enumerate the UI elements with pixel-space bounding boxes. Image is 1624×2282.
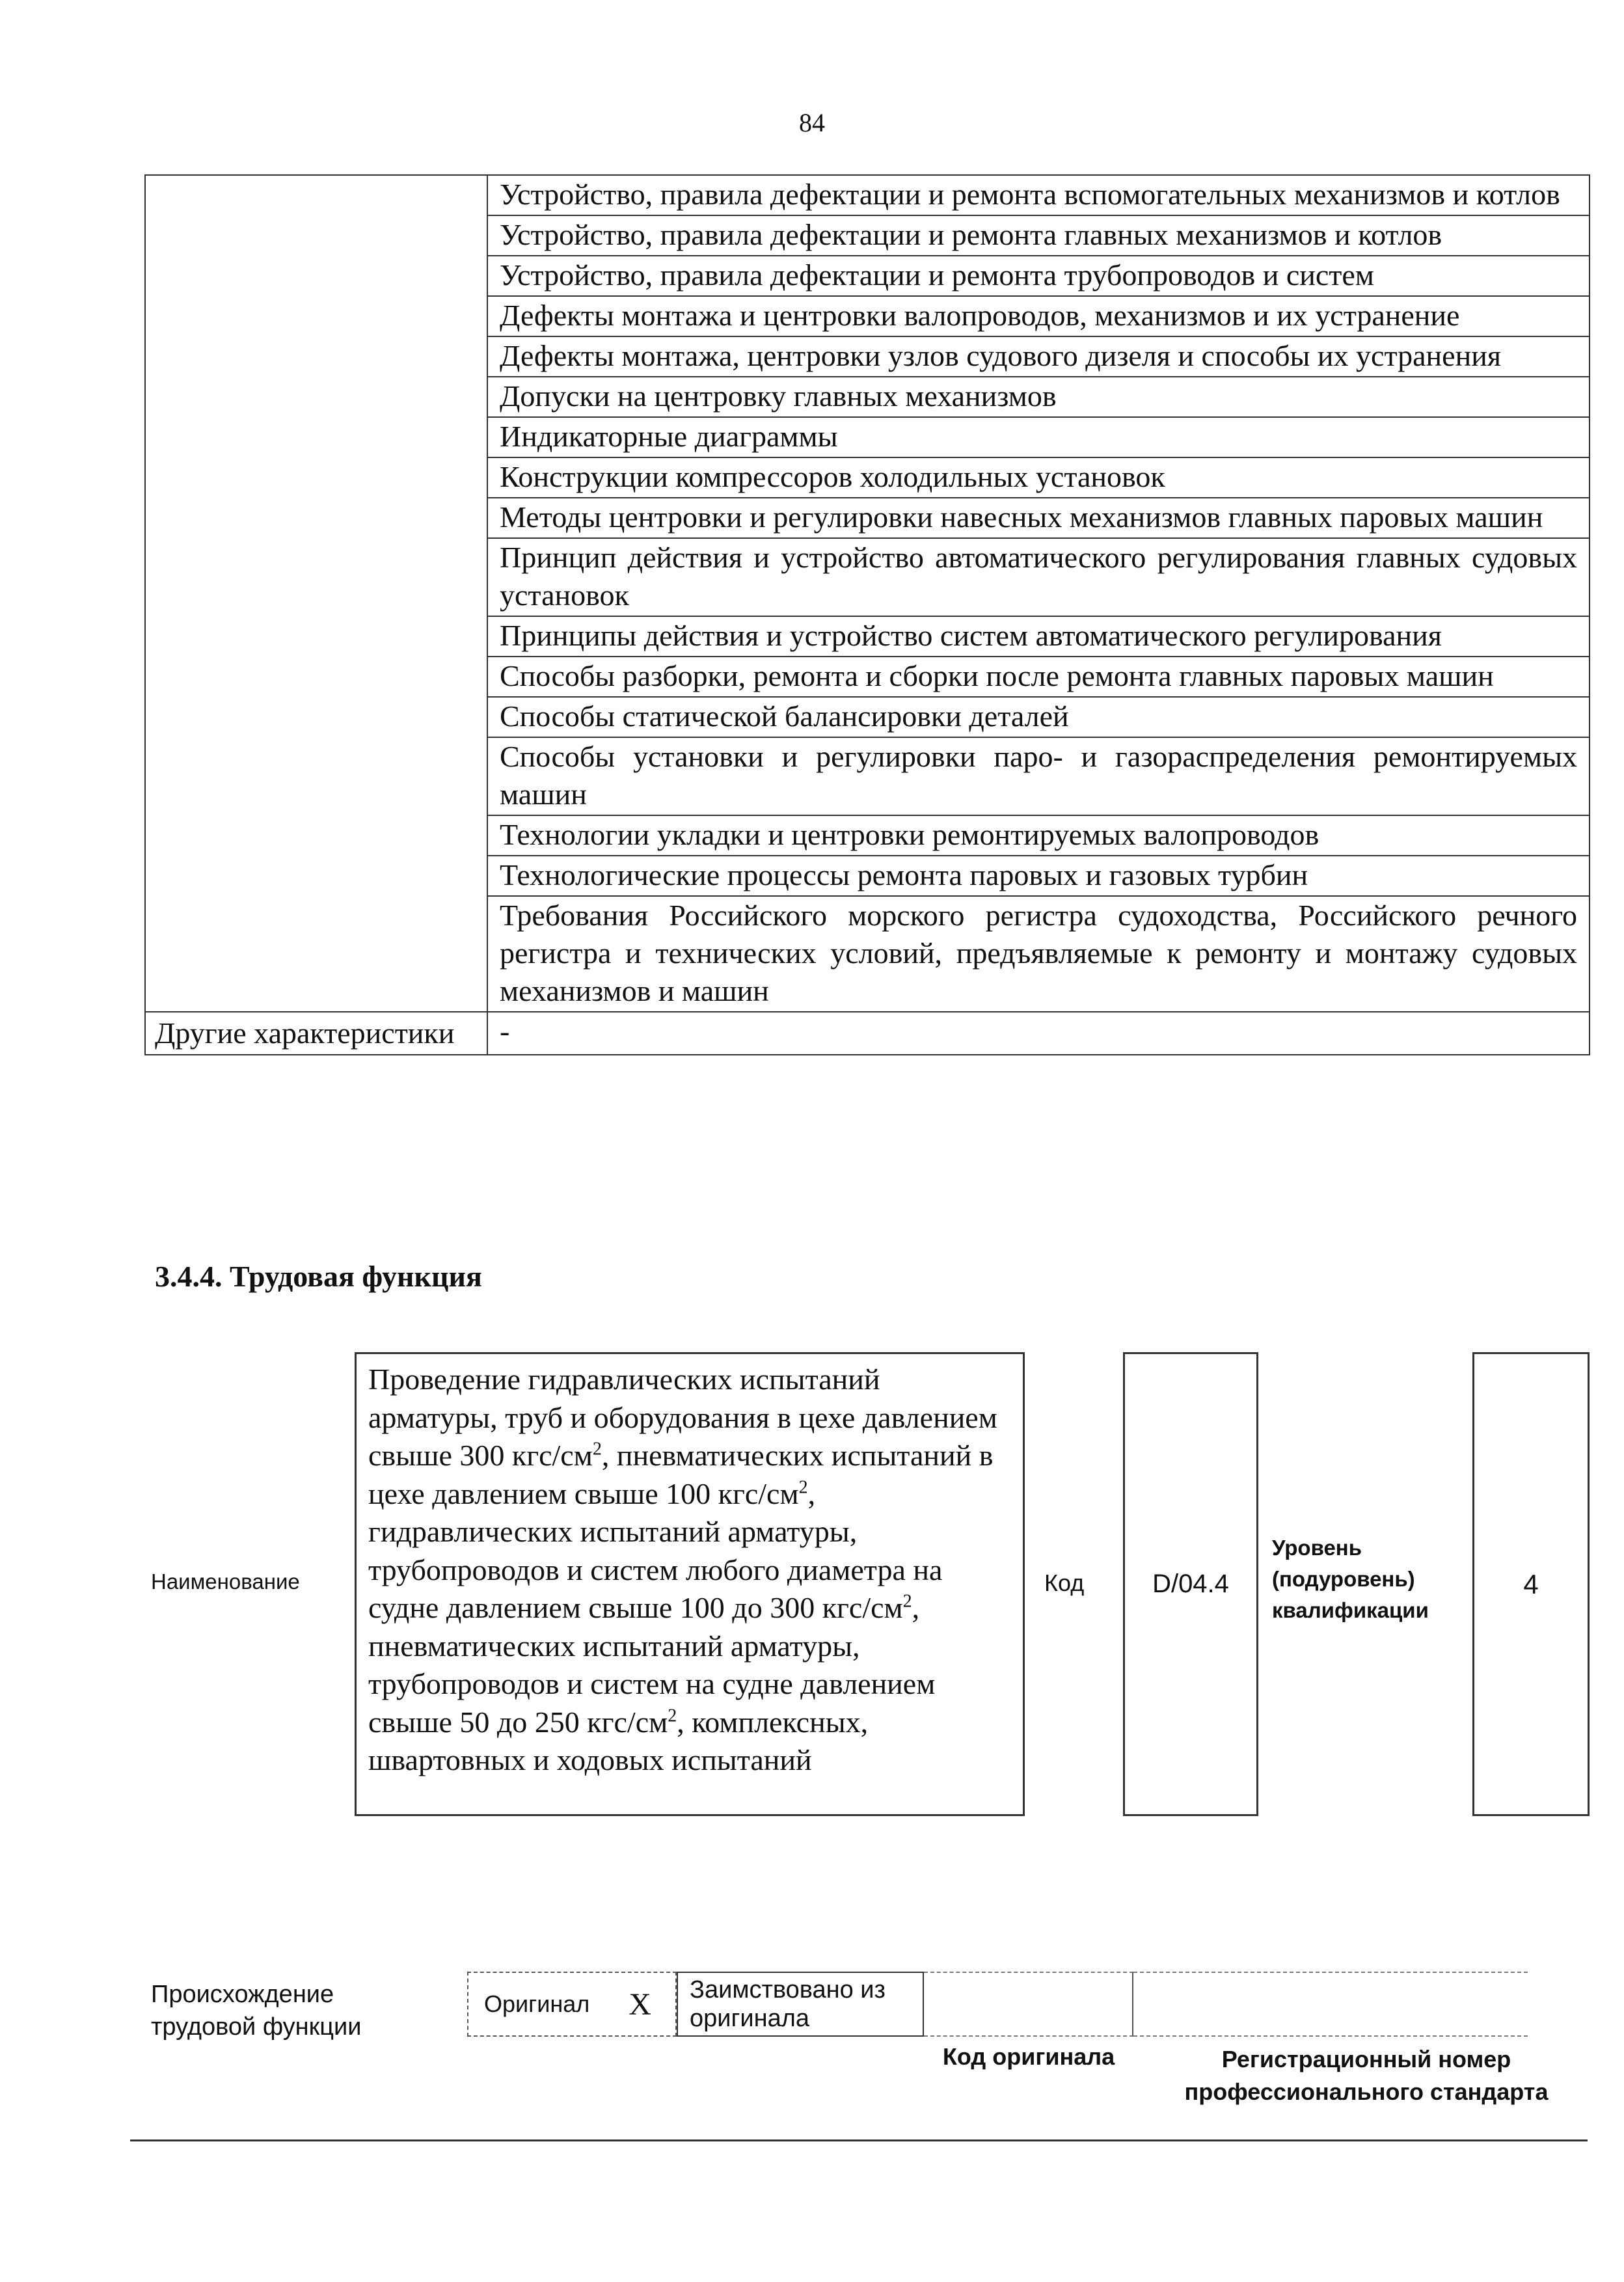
- other-characteristics-label: Другие характеристики: [145, 1012, 487, 1055]
- knowledge-item: Дефекты монтажа, центровки узлов судового дизеля и способы их устранения: [487, 336, 1590, 377]
- knowledge-item: Методы центровки и регулировки навесных механизмов главных паровых машин: [487, 498, 1590, 538]
- level-value-box: [1472, 1352, 1590, 1816]
- page-number: 84: [799, 108, 825, 137]
- knowledge-item: Конструкции компрессоров холодильных установок: [487, 457, 1590, 498]
- other-characteristics-row: [145, 1012, 1590, 1055]
- knowledge-item: Способы установки и регулировки паро- и газораспределения ремонтируемых машин: [487, 737, 1590, 815]
- superscript: 2: [592, 1439, 602, 1460]
- registration-label: Регистрационный номер профессионального стандарта: [1184, 2046, 1549, 2105]
- function-name-text: , пневматических испытаний арматуры, трубопроводов и систем на судне давлением свыше 50 до 250 кгс/см: [368, 1591, 936, 1739]
- registration-number-field: [1133, 1972, 1528, 2037]
- function-name-text: , пневматических испытаний в цехе давлением свыше 100 кгс/см: [368, 1439, 994, 1510]
- origin-borrowed-option: [677, 1972, 924, 2037]
- code-value-box: [1123, 1352, 1258, 1816]
- code-value: D/04.4: [1152, 1569, 1229, 1598]
- bottom-divider: [130, 2139, 1588, 2141]
- knowledge-item: Устройство, правила дефектации и ремонта трубопроводов и систем: [487, 256, 1590, 296]
- superscript: 2: [798, 1477, 808, 1498]
- knowledge-item: Допуски на центровку главных механизмов: [487, 377, 1590, 417]
- knowledge-item: Дефекты монтажа и центровки валопроводов, механизмов и их устранение: [487, 296, 1590, 336]
- knowledge-item: Принцип действия и устройство автоматического регулирования главных судовых установок: [487, 538, 1590, 616]
- original-option-label: Оригинал: [484, 1990, 590, 2017]
- section-heading: 3.4.4. Трудовая функция: [155, 1260, 482, 1293]
- other-characteristics-value: -: [487, 1012, 1590, 1055]
- original-mark: X: [629, 1987, 651, 2022]
- origin-original-option: [467, 1972, 677, 2037]
- knowledge-item: Индикаторные диаграммы: [487, 417, 1590, 457]
- knowledge-item: Устройство, правила дефектации и ремонта вспомогательных механизмов и котлов: [487, 175, 1590, 215]
- knowledge-table: [144, 174, 1590, 1055]
- original-code-field: [924, 1972, 1133, 2037]
- knowledge-item: Требования Российского морского регистра судоходства, Российского речного регистра и технических условий, предъявляемые к ремонту и монтажу судовых механизмов и машин: [487, 896, 1590, 1012]
- function-name-text: Проведение гидравлических испытаний арматуры, труб и оборудования в цехе давлением свыше 300 кгс/см: [368, 1363, 997, 1472]
- code-label: Код: [1044, 1569, 1085, 1596]
- name-label: Наименование: [151, 1569, 300, 1594]
- knowledge-item: Принципы действия и устройство систем автоматического регулирования: [487, 616, 1590, 657]
- knowledge-item: Способы статической балансировки деталей: [487, 697, 1590, 737]
- level-value: 4: [1523, 1568, 1539, 1599]
- function-name-text: , гидравлических испытаний арматуры, трубопроводов и систем любого диаметра на судне давлением свыше 100 до 300 кгс/см: [368, 1476, 943, 1624]
- level-label: Уровень (подуровень) квалификации: [1272, 1536, 1429, 1622]
- knowledge-label-cell: [145, 175, 487, 1012]
- function-name: [355, 1352, 1025, 1816]
- superscript: 2: [902, 1591, 912, 1612]
- superscript: 2: [668, 1705, 677, 1726]
- origin-label: Происхождение трудовой функции: [151, 1981, 362, 2041]
- borrowed-option-label: Заимствовано из оригинала: [690, 1976, 886, 2032]
- knowledge-item: Технологии укладки и центровки ремонтируемых валопроводов: [487, 815, 1590, 856]
- function-name-text: , комплексных, швартовных и ходовых испытаний: [368, 1705, 869, 1776]
- original-code-label: Код оригинала: [942, 2043, 1115, 2070]
- knowledge-item: Технологические процессы ремонта паровых и газовых турбин: [487, 856, 1590, 896]
- knowledge-row: [145, 175, 1590, 215]
- knowledge-item: Способы разборки, ремонта и сборки после ремонта главных паровых машин: [487, 657, 1590, 697]
- knowledge-item: Устройство, правила дефектации и ремонта главных механизмов и котлов: [487, 215, 1590, 256]
